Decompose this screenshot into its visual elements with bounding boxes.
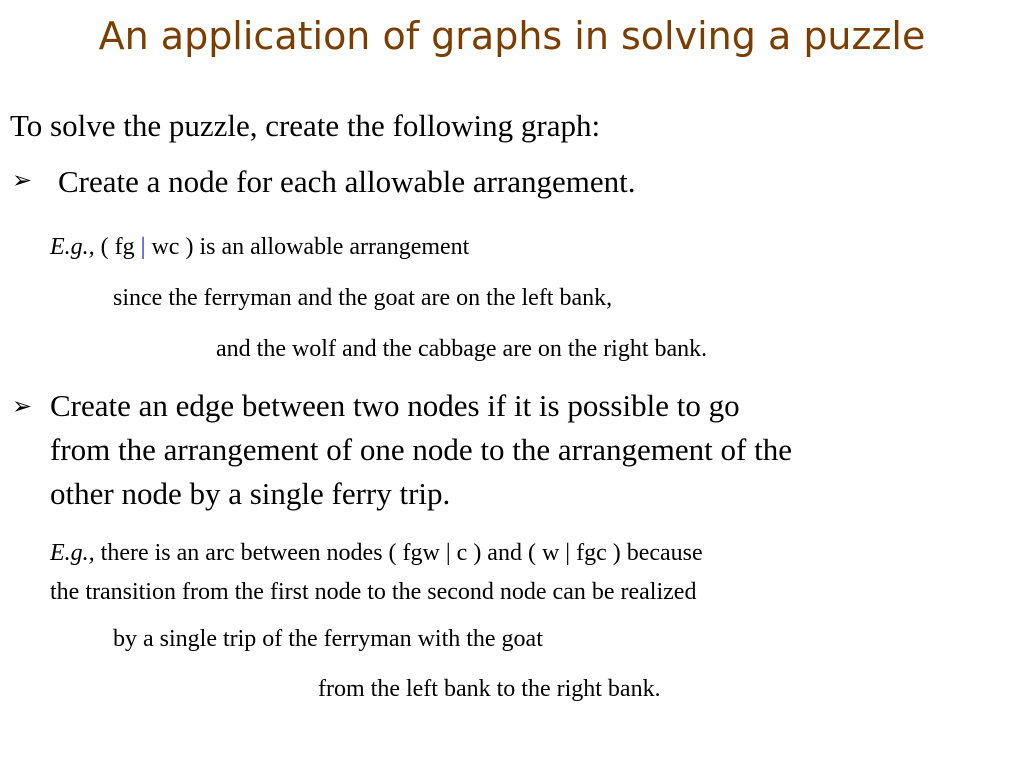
bullet2-example-line1	[50, 534, 1010, 573]
example-prefix: E.g.,	[50, 540, 95, 566]
bullet2-line: other node by a single ferry trip.	[50, 476, 451, 511]
bullet1-text: Create a node for each allowable arrangement.	[58, 164, 636, 199]
bullet2-text	[50, 384, 1010, 516]
example-rest: wc ) is an allowable arrangement	[145, 234, 470, 260]
bullet1-and-line: and the wolf and the cabbage are on the right bank.	[216, 336, 708, 362]
bullet1-since-line: since the ferryman and the goat are on the left bank,	[113, 285, 613, 311]
bullet2-example-line2: the transition from the first node to the second node can be realized	[50, 579, 697, 605]
example-open: ( fg	[94, 234, 141, 260]
intro-text: To solve the puzzle, create the following graph:	[10, 108, 601, 143]
example-prefix: E.g.,	[50, 234, 95, 260]
bullet2-example	[50, 534, 1010, 612]
bullet2-bank-line: from the left bank to the right bank.	[318, 676, 661, 702]
bullet-arrow-icon: ➢	[12, 166, 33, 194]
bullet2-trip-line: by a single trip of the ferryman with the goat	[113, 626, 543, 652]
example-line1-rest: there is an arc between nodes ( fgw | c ) and ( w | fgc ) because	[94, 540, 703, 566]
bullet-arrow-icon: ➢	[12, 392, 33, 420]
slide-title: An application of graphs in solving a puzzle	[98, 14, 926, 58]
bullet2-line: Create an edge between two nodes if it is possible to go	[50, 388, 740, 423]
bank-separator: |	[140, 234, 146, 260]
bullet2-line: from the arrangement of one node to the arrangement of the	[50, 432, 792, 467]
bullet1-example	[50, 234, 469, 261]
